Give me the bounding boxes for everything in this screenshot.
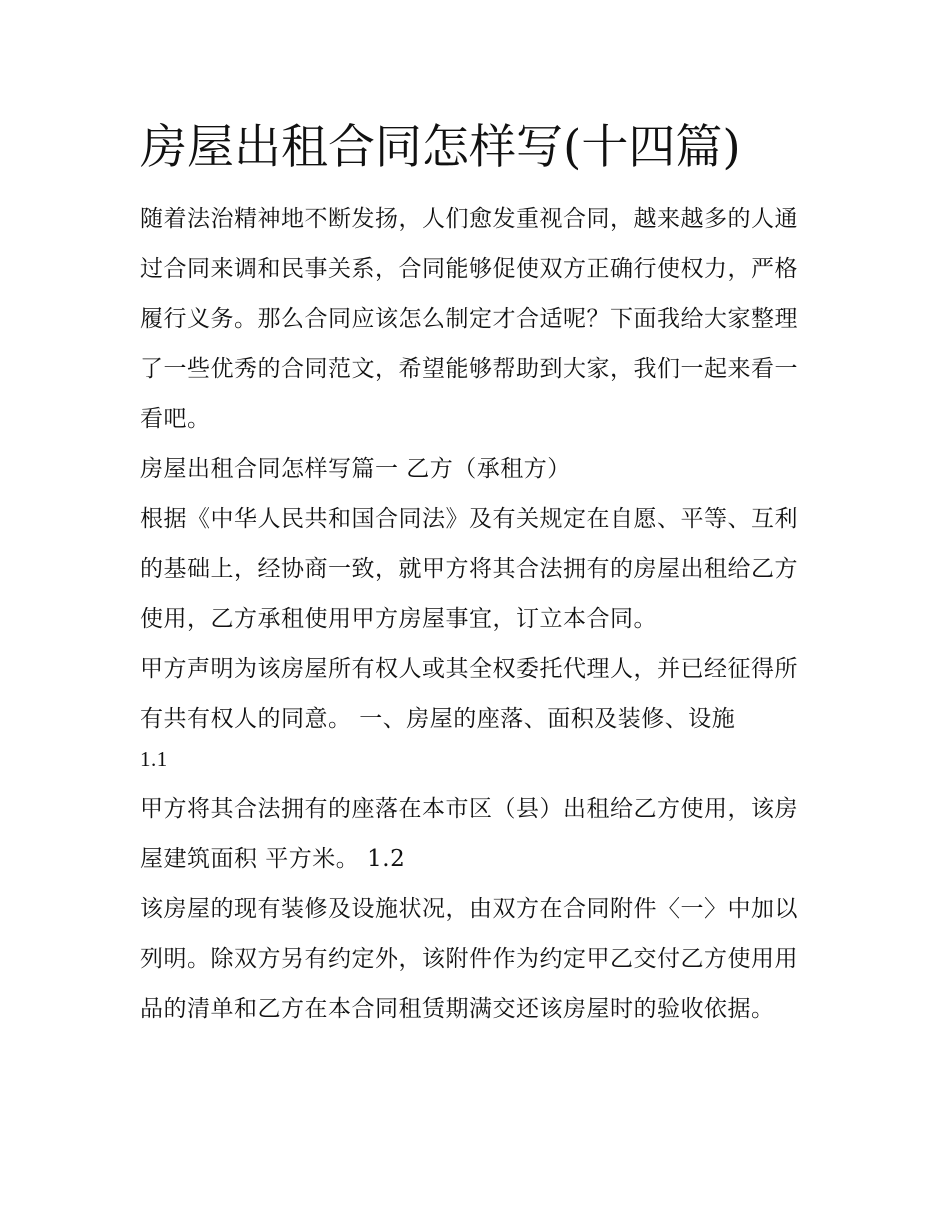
- paragraph-fixtures: 该房屋的现有装修及设施状况，由双方在合同附件〈一〉中加以列明。除双方另有约定外，该附件作为约定甲乙交付乙方使用用品的清单和乙方在本合同租赁期满交还该房屋时的验收依据。: [140, 896, 798, 1022]
- paragraph-intro: 随着法治精神地不断发扬，人们愈发重视合同，越来越多的人通过合同来调和民事关系，合同能够促使双方正确行使权力，严格履行义务。那么合同应该怎么制定才合适呢？下面我给大家整理了一些优秀的合同范文，希望能够帮助到大家，我们一起来看一看吧。: [140, 206, 798, 432]
- document-page: [140, 112, 820, 1034]
- paragraph-location: 甲方将其合法拥有的座落在本市区（县）出租给乙方使用，该房屋建筑面积 平方米。 1.2: [140, 796, 798, 872]
- paragraph-basis: 根据《中华人民共和国合同法》及有关规定在自愿、平等、互利的基础上，经协商一致，就甲方将其合法拥有的房屋出租给乙方使用，乙方承租使用甲方房屋事宜，订立本合同。: [140, 506, 798, 632]
- document-title: 房屋出租合同怎样写(十四篇): [140, 120, 741, 175]
- paragraph-declaration: 甲方声明为该房屋所有权人或其全权委托代理人，并已经征得所有共有权人的同意。 一、房屋的座落、面积及装修、设施: [140, 656, 798, 732]
- clause-number: 1.1: [140, 747, 168, 771]
- section-heading: 房屋出租合同怎样写篇一 乙方（承租方）: [140, 456, 571, 482]
